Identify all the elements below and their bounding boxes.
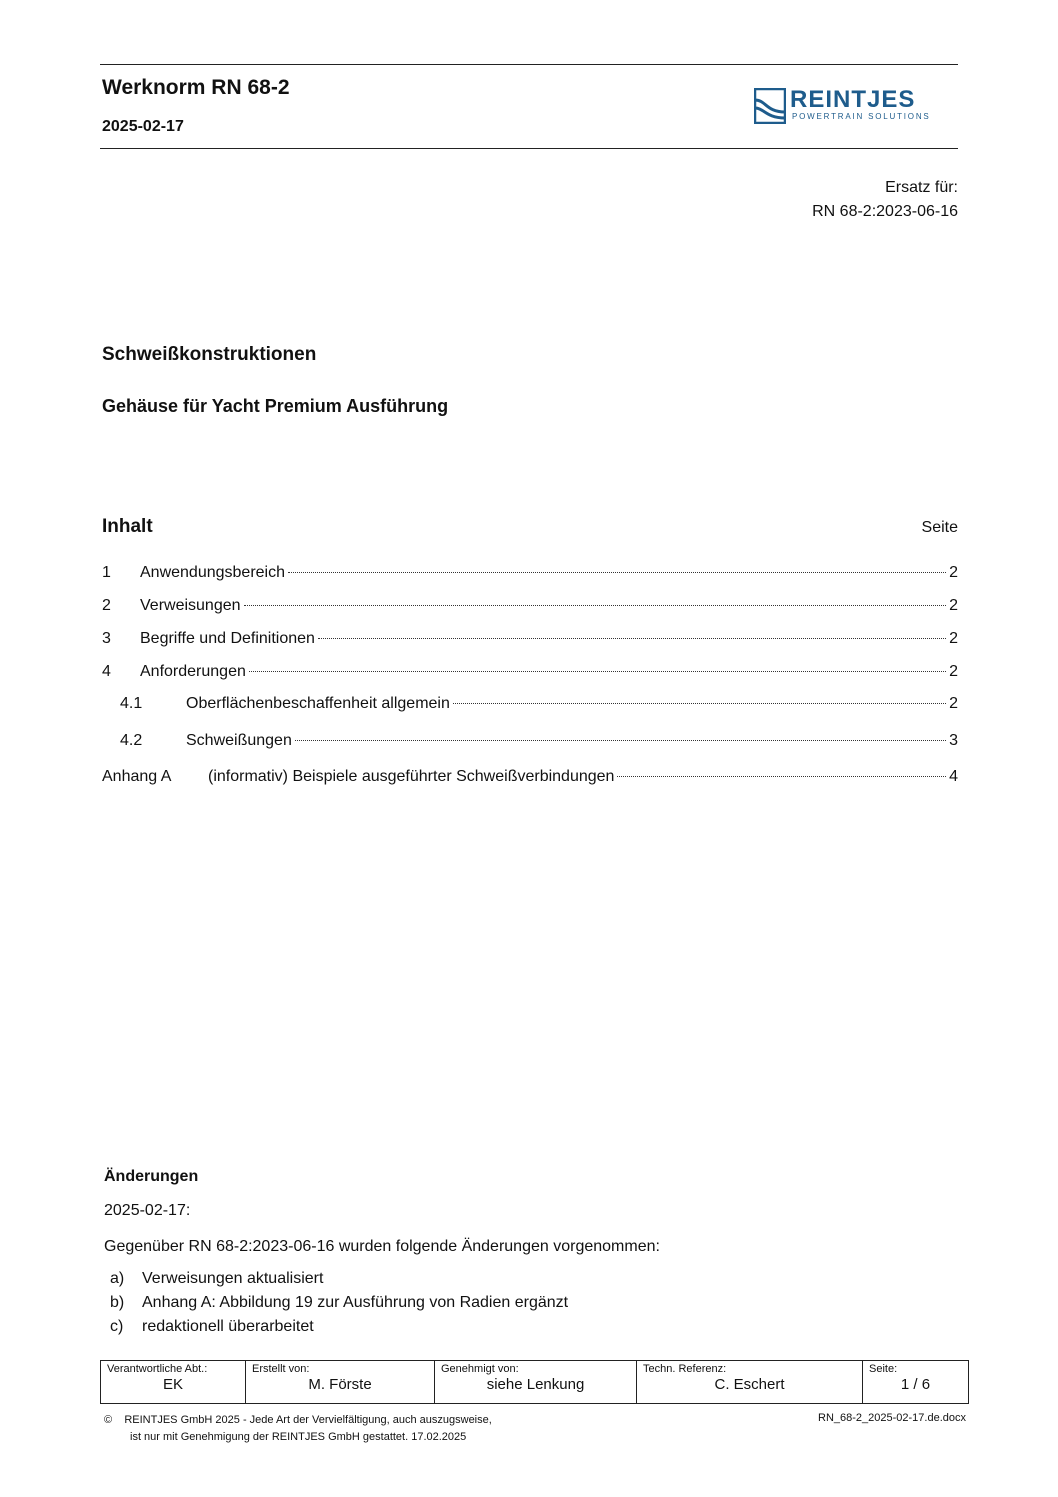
- toc-page-column-label: Seite: [921, 519, 958, 536]
- footer-cell-caption: Seite:: [869, 1363, 898, 1375]
- copyright-notice: [104, 1412, 492, 1446]
- toc-entry-label: Verweisungen: [140, 597, 241, 614]
- toc-entry-number: 4.2: [120, 732, 143, 749]
- copyright-line-2: ist nur mit Genehmigung der REINTJES GmbH gestattet. 17.02.2025: [130, 1431, 467, 1443]
- changes-item-marker: a): [110, 1270, 125, 1287]
- document-date: 2025-02-17: [102, 118, 184, 135]
- toc-entry-number: 2: [102, 597, 111, 614]
- toc-leader: [249, 671, 946, 672]
- logo-wordmark: REINTJES: [790, 86, 916, 113]
- toc-entry-number: 4: [102, 663, 111, 680]
- toc-entry-page: 2: [949, 564, 958, 581]
- sub-title: Gehäuse für Yacht Premium Ausführung: [102, 396, 449, 416]
- changes-heading: Änderungen: [104, 1168, 199, 1185]
- toc-entry-number: 1: [102, 564, 111, 581]
- toc-entry-label: Oberflächenbeschaffenheit allgemein: [186, 695, 450, 712]
- toc-entry-page: 2: [949, 597, 958, 614]
- toc-leader: [318, 638, 946, 639]
- toc-leader: [288, 572, 946, 573]
- footer-cell-value: 1 / 6: [900, 1376, 931, 1393]
- replaces-value: RN 68-2:2023-06-16: [812, 203, 958, 220]
- toc-entry-page: 4: [949, 768, 958, 785]
- toc-leader: [295, 740, 946, 741]
- copyright-icon: ©: [104, 1414, 113, 1426]
- changes-list-item: [110, 1318, 314, 1336]
- toc-entry-page: 2: [949, 695, 958, 712]
- toc-entry[interactable]: [102, 630, 958, 652]
- toc-entry-label: Schweißungen: [186, 732, 292, 749]
- changes-item-text: Anhang A: Abbildung 19 zur Ausführung von Radien ergänzt: [142, 1294, 569, 1311]
- toc-leader: [453, 703, 946, 704]
- changes-item-marker: c): [110, 1318, 124, 1335]
- toc-heading: Inhalt: [102, 516, 153, 537]
- toc-leader: [617, 776, 946, 777]
- footer-cell-tech-reference: [637, 1361, 863, 1404]
- toc-entry[interactable]: [102, 663, 958, 685]
- footer-cell-value: EK: [162, 1376, 183, 1393]
- toc-entry-number: 4.1: [120, 695, 143, 712]
- toc-entry-number: Anhang A: [102, 768, 172, 785]
- toc-entry-label: (informativ) Beispiele ausgeführter Schweißverbindungen: [208, 768, 615, 785]
- toc-entry[interactable]: [102, 597, 958, 619]
- toc-entry[interactable]: [102, 768, 958, 790]
- footer-cell-approved-by: [435, 1361, 637, 1404]
- changes-list-item: [110, 1294, 568, 1312]
- toc-entry-page: 3: [949, 732, 958, 749]
- toc-entry-page: 2: [949, 630, 958, 647]
- footer-cell-caption: Erstellt von:: [252, 1363, 310, 1375]
- reintjes-logo-icon: [754, 88, 786, 124]
- main-title: Schweißkonstruktionen: [102, 344, 317, 365]
- footer-info-table: [100, 1360, 969, 1404]
- footer-cell-created-by: [246, 1361, 435, 1404]
- toc-entry[interactable]: [120, 695, 958, 717]
- company-logo: [754, 88, 958, 126]
- changes-item-text: Verweisungen aktualisiert: [142, 1270, 324, 1287]
- toc-entry-label: Anwendungsbereich: [140, 564, 285, 581]
- header-bottom-rule: [100, 148, 958, 149]
- footer-cell-caption: Techn. Referenz:: [643, 1363, 727, 1375]
- footer-cell-caption: Verantwortliche Abt.:: [107, 1363, 208, 1375]
- toc-leader: [244, 605, 947, 606]
- replaces-block: [812, 176, 958, 224]
- toc-entry[interactable]: [120, 732, 958, 754]
- footer-cell-value: M. Förste: [308, 1376, 372, 1393]
- footer-cell-value: siehe Lenkung: [486, 1376, 585, 1393]
- toc-entry-number: 3: [102, 630, 111, 647]
- toc-entry-label: Begriffe und Definitionen: [140, 630, 315, 647]
- document-title: Werknorm RN 68-2: [102, 76, 290, 99]
- replaces-label: Ersatz für:: [885, 179, 958, 196]
- toc-entry-page: 2: [949, 663, 958, 680]
- changes-item-text: redaktionell überarbeitet: [142, 1318, 314, 1335]
- file-name: RN_68-2_2025-02-17.de.docx: [818, 1412, 966, 1424]
- header-top-rule: [100, 64, 958, 65]
- changes-item-marker: b): [110, 1294, 125, 1311]
- footer-cell-caption: Genehmigt von:: [441, 1363, 519, 1375]
- changes-intro: Gegenüber RN 68-2:2023-06-16 wurden folgende Änderungen vorgenommen:: [104, 1238, 660, 1255]
- copyright-line-1: REINTJES GmbH 2025 - Jede Art der Vervielfältigung, auch auszugsweise,: [124, 1414, 492, 1426]
- toc-entry-label: Anforderungen: [140, 663, 246, 680]
- footer-cell-department: [101, 1361, 246, 1404]
- changes-list-item: [110, 1270, 323, 1288]
- toc-entry[interactable]: [102, 564, 958, 586]
- logo-tagline: POWERTRAIN SOLUTIONS: [792, 112, 931, 121]
- changes-date: 2025-02-17:: [104, 1202, 191, 1219]
- footer-cell-page: [863, 1361, 969, 1404]
- footer-cell-value: C. Eschert: [714, 1376, 785, 1393]
